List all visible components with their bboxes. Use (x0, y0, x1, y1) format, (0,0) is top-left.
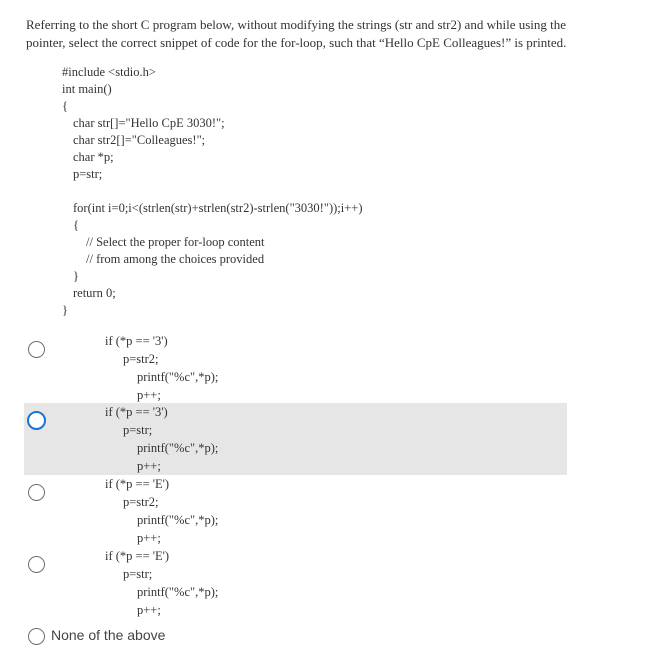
option-code-line: p=str2; (123, 495, 159, 509)
radio-button[interactable] (28, 628, 45, 645)
option-code-line: if (*p == 'E') (105, 477, 170, 491)
option-code-line: printf("%c",*p); (137, 370, 219, 384)
code-block (62, 64, 362, 319)
option-code-line: p++; (137, 459, 161, 473)
code-line: for(int i=0;i<(strlen(str)+strlen(str2)-strlen("3030!"));i++) (73, 201, 363, 215)
option-code-line: if (*p == '3') (105, 405, 168, 419)
code-line: { (73, 218, 79, 232)
question-text (26, 16, 626, 52)
radio-button-selected[interactable] (27, 411, 46, 430)
code-line: #include <stdio.h> (62, 65, 156, 79)
option-code-line: p=str; (123, 567, 153, 581)
answer-option-2[interactable] (24, 403, 567, 475)
code-line: return 0; (73, 286, 116, 300)
code-line: int main() (62, 82, 112, 96)
option-code-line: printf("%c",*p); (137, 441, 219, 455)
none-of-the-above-label: None of the above (51, 627, 166, 643)
code-line: char str[]="Hello CpE 3030!"; (73, 116, 225, 130)
code-line: // from among the choices provided (86, 252, 265, 266)
option-code-line: p++; (137, 531, 161, 545)
option-code (105, 547, 218, 619)
radio-button[interactable] (28, 341, 45, 358)
option-code-line: printf("%c",*p); (137, 585, 219, 599)
code-line: char str2[]="Colleagues!"; (73, 133, 206, 147)
radio-button[interactable] (28, 484, 45, 501)
answer-option-4[interactable] (24, 547, 567, 619)
option-code (105, 475, 218, 547)
question-line-1: Referring to the short C program below, without modifying the strings (str and str2) and while using the (26, 17, 567, 32)
answer-option-1[interactable] (24, 332, 567, 404)
option-code-line: printf("%c",*p); (137, 513, 219, 527)
code-line: { (62, 99, 68, 113)
code-line (62, 183, 362, 200)
answer-option-3[interactable] (24, 475, 567, 547)
code-line: p=str; (73, 167, 103, 181)
option-code-line: if (*p == '3') (105, 334, 168, 348)
option-code-line: p=str; (123, 423, 153, 437)
option-code-line: p++; (137, 603, 161, 617)
code-line: } (62, 303, 68, 317)
radio-button[interactable] (28, 556, 45, 573)
code-line: // Select the proper for-loop content (86, 235, 265, 249)
option-code (105, 403, 218, 475)
option-code-line: if (*p == 'E') (105, 549, 170, 563)
option-code-line: p++; (137, 388, 161, 402)
code-line: } (73, 269, 79, 283)
option-code (105, 332, 218, 404)
question-line-2: pointer, select the correct snippet of code for the for-loop, such that “Hello CpE Colleagues!” is printed. (26, 35, 567, 50)
code-line: char *p; (73, 150, 114, 164)
option-code-line: p=str2; (123, 352, 159, 366)
